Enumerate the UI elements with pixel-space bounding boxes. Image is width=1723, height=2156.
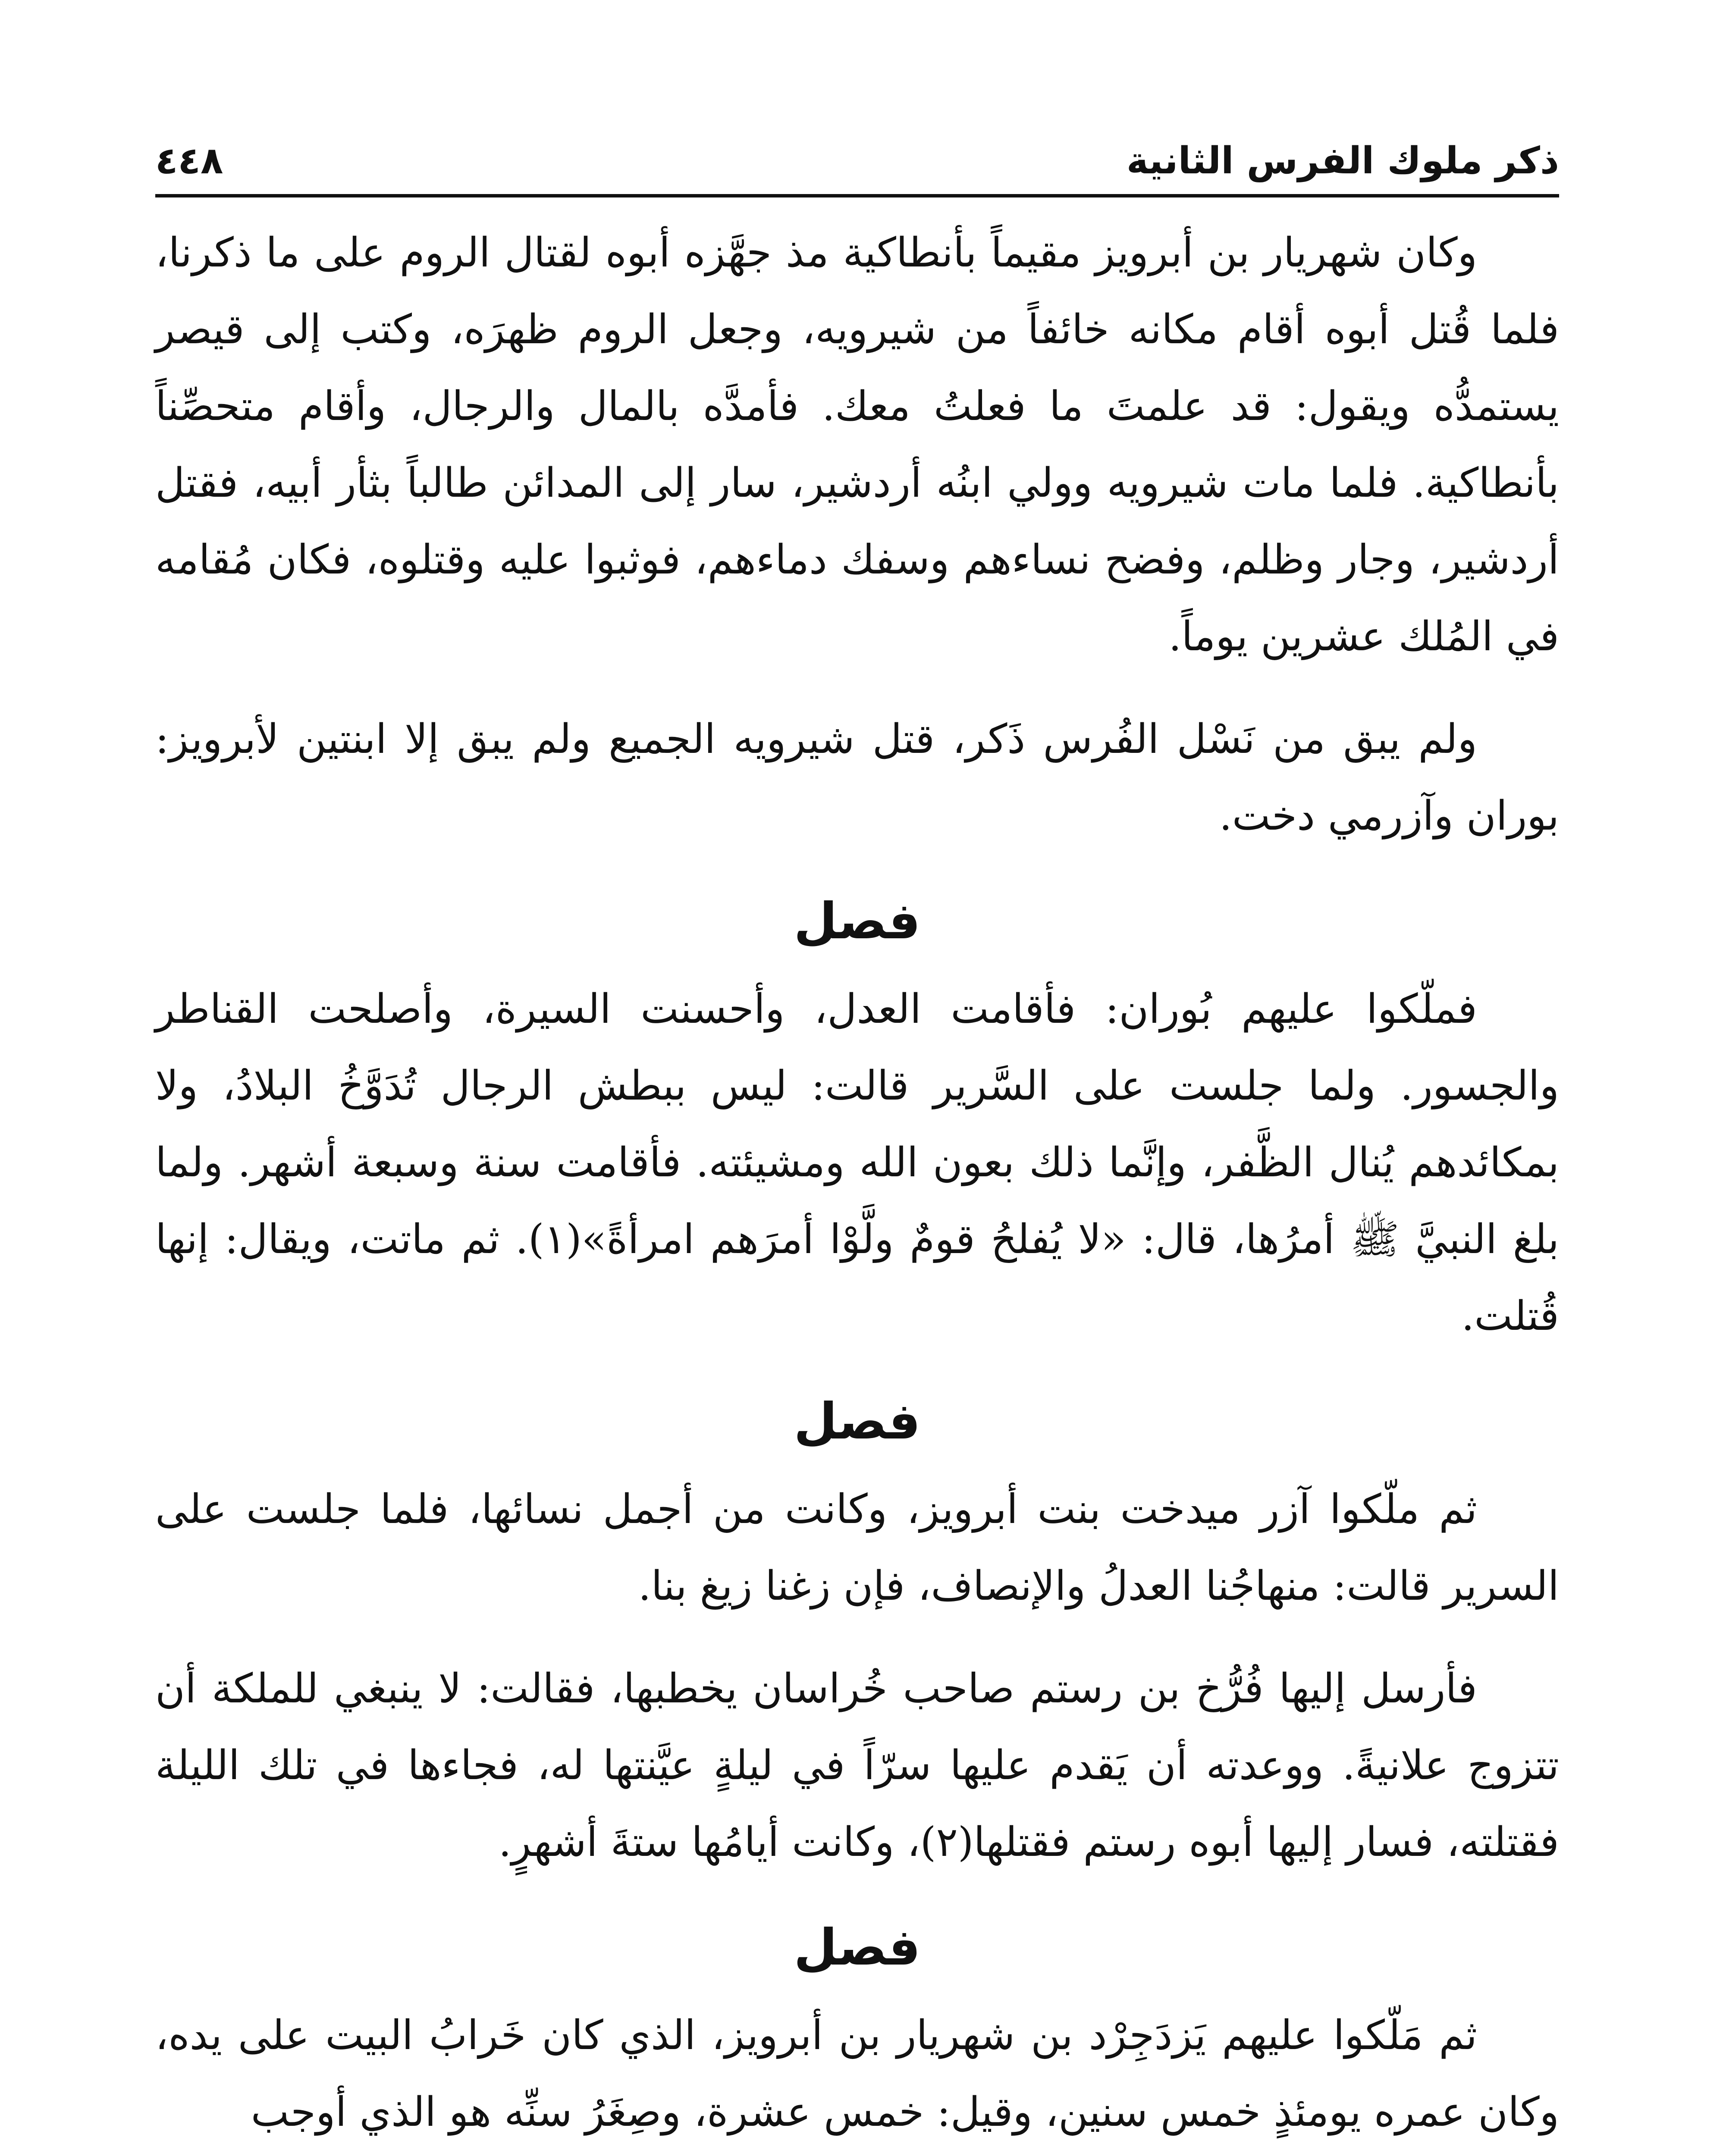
paragraph-5: فأرسل إليها فُرُّخ بن رستم صاحب خُراسان يخطبها، فقالت: لا ينبغي للملكة أن تتزوج علانيةً. ووعدته أن يَقدم عليها سرّاً في ليلةٍ عيَّنتها له، فجاءها في تلك الليلة فقتلته، فسار إليها أبوه رستم فقتلها(٢)، وكانت أيامُها ستةَ أشهرٍ. — [155, 1665, 1559, 1866]
book-page — [155, 129, 1559, 2156]
paragraph-4: ثم ملّكوا آزر ميدخت بنت أبرويز، وكانت من أجمل نسائها، فلما جلست على السرير قالت: منهاجُنا العدلُ والإنصاف، فإن زغنا زيغ بنا. — [155, 1486, 1559, 1610]
paragraph-3: فملّكوا عليهم بُوران: فأقامت العدل، وأحسنت السيرة، وأصلحت القناطر والجسور. ولما جلست على السَّرير قالت: ليس ببطش الرجال تُدَوَّخُ البلادُ، ولا بمكائدهم يُنال الظَّفر، وإنَّما ذلك بعون الله ومشيئته. فأقامت سنة وسبعة أشهر. ولما بلغ النبيَّ ﷺ أمرُها، قال: «لا يُفلحُ قومٌ ولَّوْا أمرَهم امرأةً»(١). ثم ماتت، ويقال: إنها قُتلت. — [155, 986, 1559, 1340]
running-title: ذكر ملوك الفرس الثانية — [1126, 139, 1559, 182]
section-heading-3: فصل — [794, 1918, 921, 1977]
paragraph-2: ولم يبق من نَسْل الفُرس ذَكر، قتل شيرويه الجميع ولم يبق إلا ابنتين لأبرويز: بوران وآزرمي دخت. — [155, 716, 1559, 840]
paragraph-6: ثم مَلّكوا عليهم يَزدَجِرْد بن شهريار بن أبرويز، الذي كان خَرابُ البيت على يده، وكان عمره يومئذٍ خمس سنين، وقيل: خمس عشرة، وصِغَرُ سنِّه هو الذي أوجب — [155, 2012, 1559, 2136]
running-header — [155, 129, 1559, 197]
body-text — [155, 215, 1559, 2151]
paragraph-1: وكان شهريار بن أبرويز مقيماً بأنطاكية مذ جهَّزه أبوه لقتال الروم على ما ذكرنا، فلما قُتل أبوه أقام مكانه خائفاً من شيرويه، وجعل الروم ظهرَه، وكتب إلى قيصر يستمدُّه ويقول: قد علمتَ ما فعلتُ معك. فأمدَّه بالمال والرجال، وأقام متحصِّناً بأنطاكية. فلما مات شيرويه وولي ابنُه أردشير، سار إلى المدائن طالباً بثأر أبيه، فقتل أردشير، وجار وظلم، وفضح نساءهم وسفك دماءهم، فوثبوا عليه وقتلوه، فكان مُقامه في المُلك عشرين يوماً. — [155, 229, 1560, 660]
page-number: ٤٤٨ — [155, 139, 223, 182]
section-heading-2: فصل — [794, 1392, 921, 1451]
section-heading-1: فصل — [794, 892, 921, 950]
